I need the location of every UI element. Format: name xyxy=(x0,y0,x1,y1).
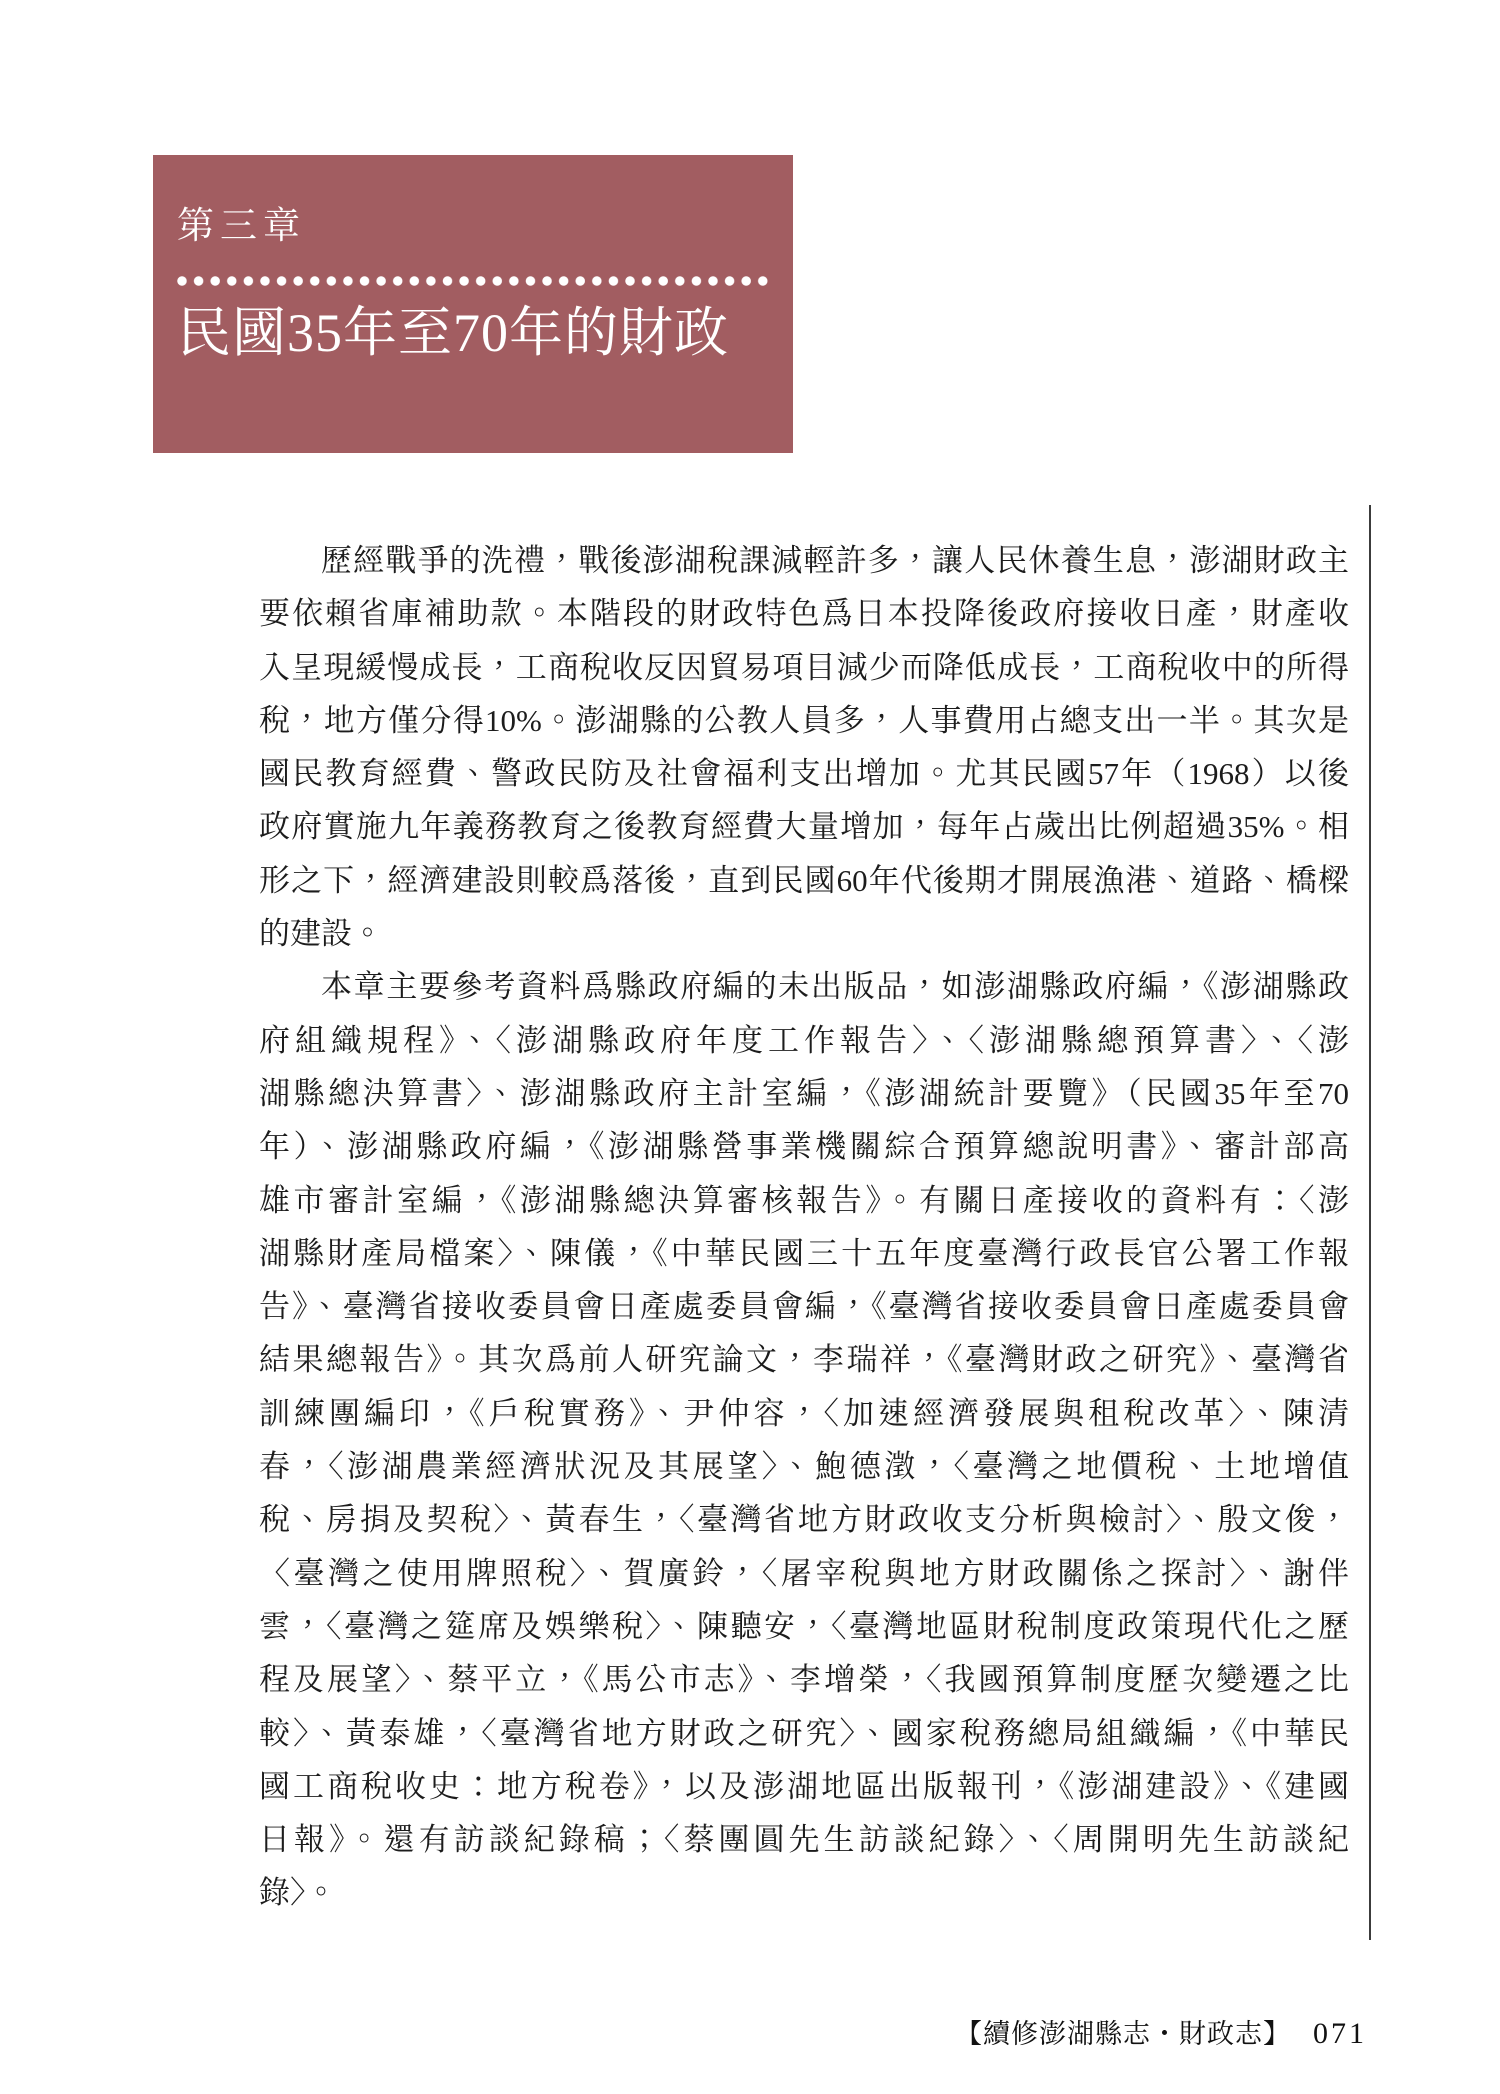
text-line: 錄〉。 xyxy=(259,1875,337,1911)
text-line: 國工商稅收史：地方稅卷》，以及澎湖地區出版報刊，《澎湖建設》、《建國 xyxy=(259,1768,1349,1804)
text-line: 年）、澎湖縣政府編，《澎湖縣營事業機關綜合預算總說明書》、審計部高 xyxy=(259,1129,1349,1165)
text-line: 雄市審計室編，《澎湖縣總決算審核報告》。有關日產接收的資料有：〈澎 xyxy=(259,1182,1349,1218)
text-line: 訓練團編印，《戶稅實務》、尹仲容，〈加速經濟發展與租稅改革〉、陳清 xyxy=(259,1395,1349,1431)
text-line: 湖縣總決算書〉、澎湖縣政府主計室編，《澎湖統計要覽》（民國35年至70 xyxy=(259,1075,1349,1111)
text-line: 較〉、黃泰雄，〈臺灣省地方財政之研究〉、國家稅務總局組織編，《中華民 xyxy=(259,1715,1349,1751)
footer-page-number: 071 xyxy=(1313,2017,1367,2050)
text-line: 入呈現緩慢成長，工商稅收反因貿易項目減少而降低成長，工商稅收中的所得 xyxy=(259,649,1349,685)
text-line: 〈臺灣之使用牌照稅〉、賀廣鈴，〈屠宰稅與地方財政關係之探討〉、謝伴 xyxy=(259,1555,1349,1591)
footer-book-label: 【續修澎湖縣志・財政志】 xyxy=(955,2019,1291,2049)
dotted-divider xyxy=(177,276,769,286)
text-line: 告》、臺灣省接收委員會日產處委員會編，《臺灣省接收委員會日產處委員會 xyxy=(259,1289,1349,1325)
footer xyxy=(955,2012,1367,2051)
text-line: 日報》。還有訪談紀錄稿；〈蔡團圓先生訪談紀錄〉、〈周開明先生訪談紀 xyxy=(259,1822,1349,1858)
text-line: 稅，地方僅分得10%。澎湖縣的公教人員多，人事費用占總支出一半。其次是 xyxy=(259,702,1349,738)
chapter-title: 民國35年至70年的財政 xyxy=(177,303,729,363)
text-line: 湖縣財產局檔案〉、陳儀，《中華民國三十五年度臺灣行政長官公署工作報 xyxy=(259,1235,1349,1271)
text-line: 歷經戰爭的洗禮，戰後澎湖稅課減輕許多，讓人民休養生息，澎湖財政主 xyxy=(321,543,1349,578)
text-line: 本章主要參考資料爲縣政府編的未出版品，如澎湖縣政府編，《澎湖縣政 xyxy=(321,969,1349,1005)
text-line: 國民教育經費、警政民防及社會福利支出增加。尤其民國57年（1968）以後 xyxy=(259,756,1349,792)
chapter-label: 第三章 xyxy=(177,206,306,247)
text-line: 雲，〈臺灣之筵席及娛樂稅〉、陳聽安，〈臺灣地區財稅制度政策現代化之歷 xyxy=(259,1608,1349,1644)
text-line: 春，〈澎湖農業經濟狀況及其展望〉、鮑德澂，〈臺灣之地價稅、土地增值 xyxy=(259,1449,1349,1485)
body-text xyxy=(259,534,1349,1920)
text-line: 要依賴省庫補助款。本階段的財政特色爲日本投降後政府接收日產，財產收 xyxy=(259,596,1349,632)
text-line: 程及展望〉、蔡平立，《馬公市志》、李增榮，〈我國預算制度歷次變遷之比 xyxy=(259,1662,1349,1698)
text-line: 政府實施九年義務教育之後教育經費大量增加，每年占歲出比例超過35%。相 xyxy=(259,809,1349,845)
text-line: 府組織規程》、〈澎湖縣政府年度工作報告〉、〈澎湖縣總預算書〉、〈澎 xyxy=(259,1022,1349,1058)
text-line: 結果總報告》。其次爲前人研究論文，李瑞祥，《臺灣財政之研究》、臺灣省 xyxy=(259,1342,1349,1378)
text-line: 的建設。 xyxy=(259,916,383,952)
chapter-header-box xyxy=(153,155,793,453)
text-line: 稅、房捐及契稅〉、黃春生，〈臺灣省地方財政收支分析與檢討〉、殷文俊， xyxy=(259,1502,1349,1538)
text-line: 形之下，經濟建設則較爲落後，直到民國60年代後期才開展漁港、道路、橋樑 xyxy=(259,862,1349,898)
margin-rule xyxy=(1369,505,1371,1940)
